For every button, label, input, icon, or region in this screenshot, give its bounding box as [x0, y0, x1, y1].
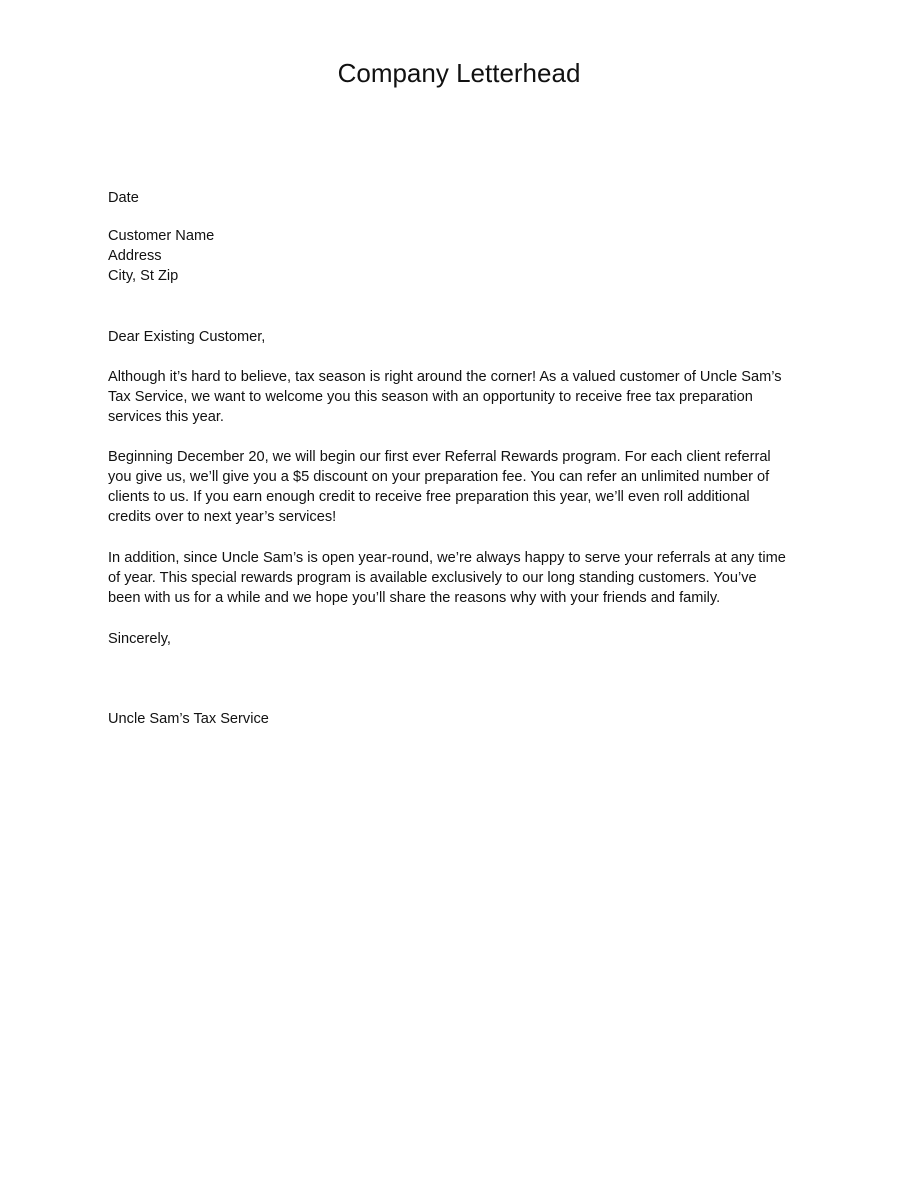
salutation: [108, 327, 828, 347]
letterhead-title: Company Letterhead: [337, 58, 581, 88]
paragraph-intro: [108, 367, 828, 427]
paragraph-line: Although it’s hard to believe, tax season is right around the corner! As a valued customer of Uncle Sam’s: [108, 369, 782, 385]
paragraph-line: you give us, we’ll give you a $5 discount on your preparation fee. You can refer an unlimited number of: [108, 469, 770, 485]
recipient-address-block: [108, 226, 828, 286]
recipient-address: Address: [108, 248, 162, 264]
paragraph-line: credits over to next year’s services!: [108, 509, 337, 525]
paragraph-line: services this year.: [108, 409, 224, 425]
paragraph-line: Beginning December 20, we will begin our first ever Referral Rewards program. For each client referral: [108, 449, 771, 465]
recipient-city-state-zip: City, St Zip: [108, 268, 179, 284]
paragraph-line: Tax Service, we want to welcome you this season with an opportunity to receive free tax preparation: [108, 389, 753, 405]
closing: [108, 629, 828, 649]
signature-text: Uncle Sam’s Tax Service: [108, 711, 269, 727]
paragraph-line: of year. This special rewards program is available exclusively to our long standing customers. You’ve: [108, 570, 757, 586]
date-text: Date: [108, 190, 139, 206]
date-line: [108, 188, 828, 208]
paragraph-referral-program: [108, 447, 828, 527]
paragraph-line: In addition, since Uncle Sam’s is open year-round, we’re always happy to serve your referrals at any time: [108, 550, 786, 566]
recipient-name: Customer Name: [108, 228, 215, 244]
paragraph-additional-info: [108, 548, 828, 608]
paragraph-line: been with us for a while and we hope you’ll share the reasons why with your friends and family.: [108, 590, 721, 606]
closing-text: Sincerely,: [108, 631, 171, 647]
salutation-text: Dear Existing Customer,: [108, 329, 266, 345]
paragraph-line: clients to us. If you earn enough credit to receive free preparation this year, we’ll even roll additional: [108, 489, 750, 505]
signature: [108, 709, 828, 729]
